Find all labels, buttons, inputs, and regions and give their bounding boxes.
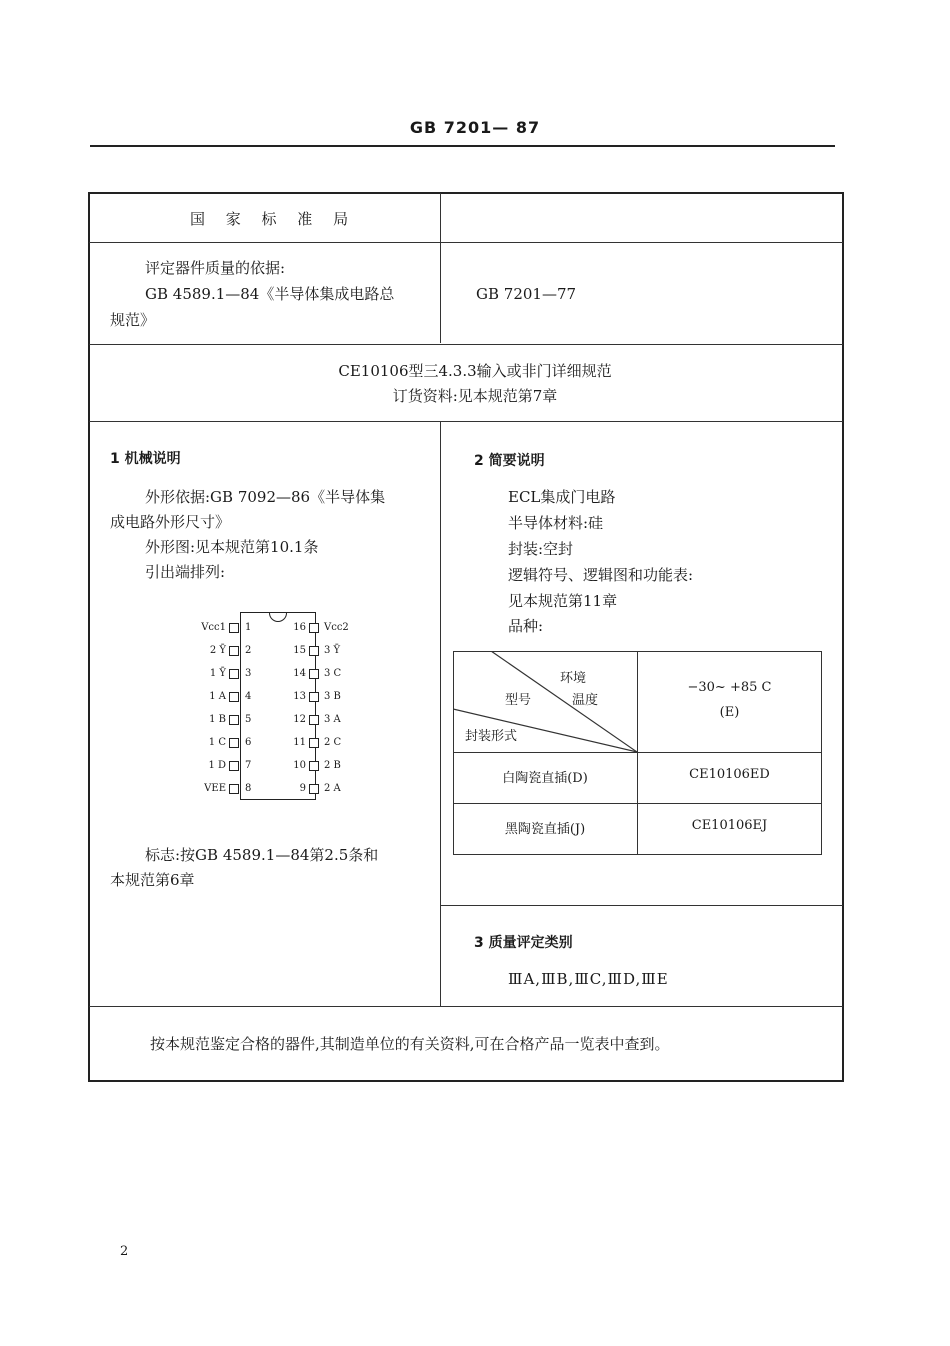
brief-line: 封装:空封 xyxy=(508,540,574,558)
right-pin-number: 14 xyxy=(293,668,306,679)
model-number: CE10106EJ xyxy=(691,818,768,833)
right-pin-number: 12 xyxy=(293,714,306,725)
left-pin-number: 6 xyxy=(245,737,252,748)
document-header-title: GB 7201— 87 xyxy=(409,118,541,137)
right-pin-name: 3 Ȳ xyxy=(324,645,341,656)
brief-line: 逻辑符号、逻辑图和功能表: xyxy=(508,566,694,584)
right-pin-number: 11 xyxy=(293,737,306,748)
section1-heading: 1 机械说明 xyxy=(110,451,181,467)
pin-lead xyxy=(309,623,319,633)
variety-table-row-divider xyxy=(453,803,822,804)
middle-divider-vertical xyxy=(440,421,441,1006)
pin-lead xyxy=(309,669,319,679)
left-pin-number: 4 xyxy=(245,691,252,702)
outline-drawing-ref: 外形图:见本规范第10.1条 xyxy=(145,538,319,556)
left-pin-number: 2 xyxy=(245,645,252,656)
header-rule xyxy=(90,145,835,147)
package-type: 黑陶瓷直插(J) xyxy=(504,822,586,837)
basis-label: 评定器件质量的依据: xyxy=(145,259,286,277)
left-pin-number: 1 xyxy=(245,622,252,633)
left-pin-name: 1 D xyxy=(208,760,226,771)
left-pin-number: 3 xyxy=(245,668,252,679)
row-divider-1 xyxy=(89,242,843,243)
corner-model-label: 型号 xyxy=(505,693,532,708)
left-pin-number: 5 xyxy=(245,714,252,725)
pin-lead xyxy=(229,623,239,633)
right-pin-number: 16 xyxy=(293,622,306,633)
corner-package-label: 封装形式 xyxy=(465,729,518,744)
right-pin-number: 10 xyxy=(293,760,306,771)
pin-lead xyxy=(229,692,239,702)
right-pin-name: 3 B xyxy=(324,691,341,702)
pin-lead xyxy=(309,784,319,794)
right-pin-name: 3 C xyxy=(324,668,342,679)
outline-basis-line-1: 外形依据:GB 7092—86《半导体集 xyxy=(145,488,386,506)
pinout-label: 引出端排列: xyxy=(145,563,226,581)
row-divider-3 xyxy=(89,421,843,422)
left-pin-name: 1 B xyxy=(209,714,226,725)
page-number: 2 xyxy=(120,1244,129,1259)
section3-heading: 3 质量评定类别 xyxy=(474,935,573,951)
pin-lead xyxy=(309,692,319,702)
right-pin-number: 9 xyxy=(299,783,306,794)
outline-basis-line-2: 成电路外形尺寸》 xyxy=(110,513,231,531)
row-divider-2 xyxy=(89,344,843,345)
left-pin-name: 1 Ȳ xyxy=(209,668,226,679)
right-pin-name: 2 C xyxy=(324,737,342,748)
marking-line-1: 标志:按GB 4589.1—84第2.5条和 xyxy=(145,846,379,864)
right-pin-number: 13 xyxy=(293,691,306,702)
pin-lead xyxy=(309,715,319,725)
left-pin-name: VEE xyxy=(204,783,226,794)
left-pin-name: 1 C xyxy=(208,737,226,748)
basis-line-1: GB 4589.1—84《半导体集成电路总 xyxy=(145,285,395,303)
package-type: 白陶瓷直插(D) xyxy=(502,771,588,786)
marking-line-2: 本规范第6章 xyxy=(110,871,195,889)
left-pin-number: 8 xyxy=(245,783,252,794)
pin-lead xyxy=(309,738,319,748)
spec-title: CE10106型三4.3.3输入或非门详细规范 xyxy=(338,362,612,380)
right-pin-name: 3 A xyxy=(324,714,341,725)
spec-frame xyxy=(88,192,844,1082)
right-pin-name: Vcc2 xyxy=(324,622,349,633)
left-pin-name: 2 Ȳ xyxy=(209,645,226,656)
right-pin-name: 2 A xyxy=(324,783,341,794)
brief-line: 见本规范第11章 xyxy=(508,592,618,610)
pin-lead xyxy=(229,738,239,748)
right-pin-name: 2 B xyxy=(324,760,341,771)
model-number: CE10106ED xyxy=(689,767,770,782)
pin-lead xyxy=(229,669,239,679)
left-pin-number: 7 xyxy=(245,760,252,771)
brief-line: 品种: xyxy=(508,617,544,635)
top-divider-vertical xyxy=(440,193,441,343)
row-divider-4 xyxy=(89,1006,843,1007)
agency-name: 国 家 标 准 局 xyxy=(190,210,357,228)
temperature-range: −30~ +85 C xyxy=(687,680,772,695)
left-pin-name: Vcc1 xyxy=(201,622,226,633)
right-pin-number: 15 xyxy=(293,645,306,656)
pin-lead xyxy=(229,646,239,656)
basis-line-2: 规范》 xyxy=(110,311,156,329)
left-pin-name: 1 A xyxy=(209,691,226,702)
corner-env-label: 环境 xyxy=(560,671,587,686)
order-info: 订货资料:见本规范第7章 xyxy=(392,387,558,405)
qualified-products-note: 按本规范鉴定合格的器件,其制造单位的有关资料,可在合格产品一览表中查到。 xyxy=(150,1035,670,1053)
pin-lead xyxy=(309,761,319,771)
replaced-standard: GB 7201—77 xyxy=(476,285,577,303)
section3-divider xyxy=(440,905,843,906)
pin-lead xyxy=(229,784,239,794)
temperature-code: (E) xyxy=(719,705,740,720)
brief-line: 半导体材料:硅 xyxy=(508,514,604,532)
section2-heading: 2 简要说明 xyxy=(474,453,545,469)
pin-lead xyxy=(229,761,239,771)
quality-categories: ⅢA,ⅢB,ⅢC,ⅢD,ⅢE xyxy=(508,970,669,988)
pin-lead xyxy=(229,715,239,725)
brief-line: ECL集成门电路 xyxy=(508,488,616,506)
corner-temp-label: 温度 xyxy=(572,693,599,708)
pin-lead xyxy=(309,646,319,656)
